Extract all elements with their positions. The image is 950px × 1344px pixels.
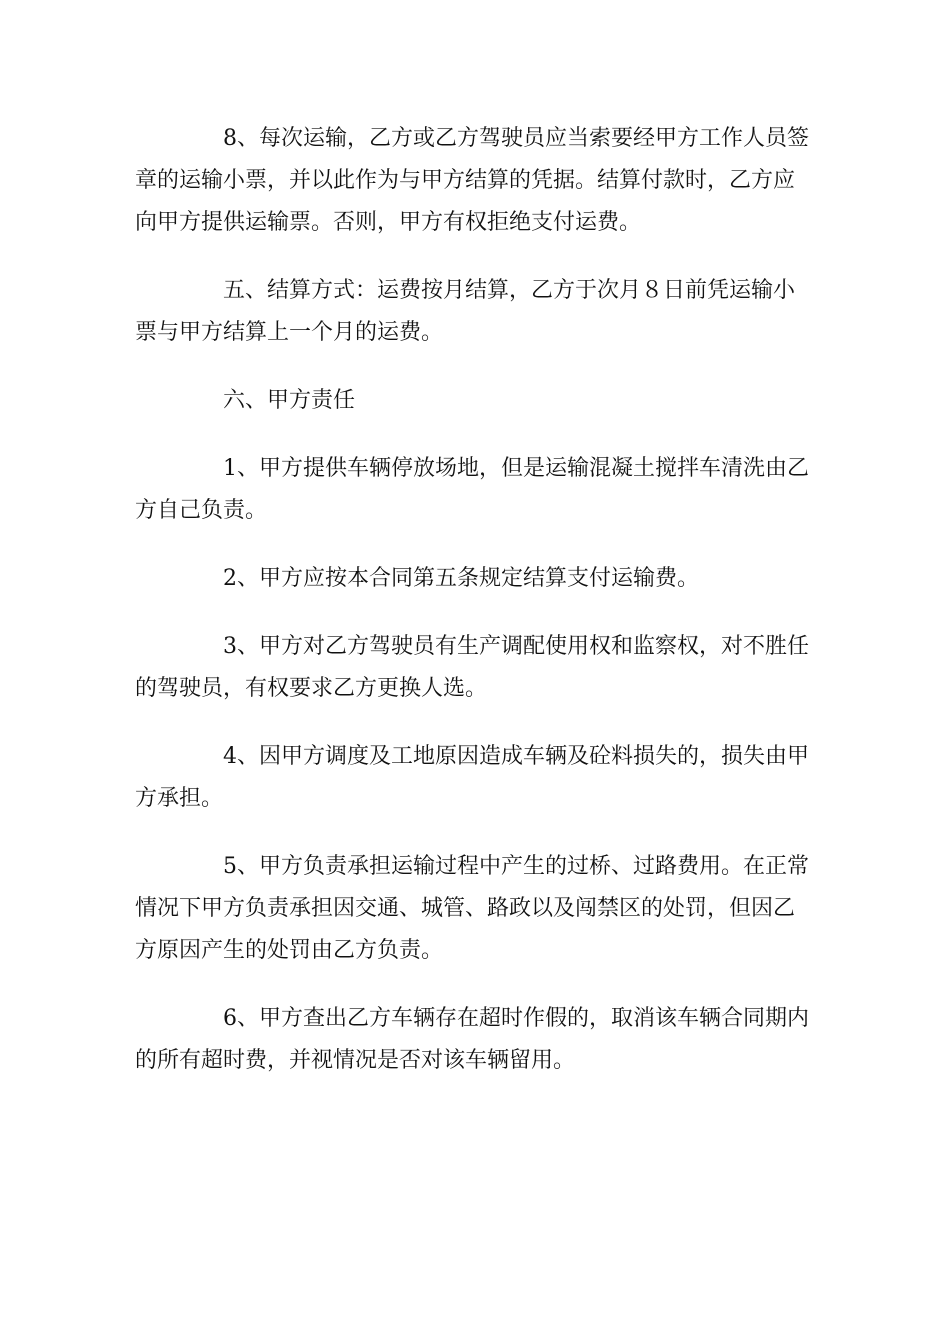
text-line: 向甲方提供运输票。否则，甲方有权拒绝支付运费。	[135, 210, 642, 235]
text-line: 1、甲方提供车辆停放场地，但是运输混凝土搅拌车清洗由乙	[223, 456, 809, 481]
text-line: 方自己负责。	[135, 498, 268, 523]
text-line: 6、甲方查出乙方车辆存在超时作假的，取消该车辆合同期内	[223, 1006, 809, 1031]
text-line: 5、甲方负责承担运输过程中产生的过桥、过路费用。在正常	[223, 854, 809, 879]
paragraph-item-5	[135, 846, 825, 972]
paragraph-gap	[135, 532, 825, 558]
paragraph-gap	[135, 422, 825, 448]
paragraph-item-1	[135, 448, 825, 532]
text-line: 情况下甲方负责承担因交通、城管、路政以及闯禁区的处罚，但因乙	[135, 896, 796, 921]
text-line: 4、因甲方调度及工地原因造成车辆及砼料损失的，损失由甲	[223, 744, 809, 769]
paragraph-gap	[135, 354, 825, 380]
paragraph-clause-8	[135, 118, 825, 244]
paragraph-gap	[135, 972, 825, 998]
paragraph-item-2	[135, 558, 825, 600]
paragraph-item-4	[135, 736, 825, 820]
paragraph-gap	[135, 600, 825, 626]
text-line: 票与甲方结算上一个月的运费。	[135, 320, 444, 345]
text-line: 3、甲方对乙方驾驶员有生产调配使用权和监察权，对不胜任	[223, 634, 809, 659]
section-heading-party-a-responsibilities	[135, 380, 825, 422]
text-line: 方原因产生的处罚由乙方负责。	[135, 938, 444, 963]
text-line: 方承担。	[135, 786, 224, 811]
heading-line: 六、甲方责任	[223, 388, 356, 413]
text-line: 五、结算方式：运费按月结算，乙方于次月８日前凭运输小	[223, 278, 796, 303]
text-line: 2、甲方应按本合同第五条规定结算支付运输费。	[223, 566, 699, 591]
paragraph-item-6	[135, 998, 825, 1082]
paragraph-gap	[135, 244, 825, 270]
text-line: 的所有超时费，并视情况是否对该车辆留用。	[135, 1048, 576, 1073]
paragraph-settlement-method	[135, 270, 825, 354]
document-body	[135, 118, 825, 1082]
paragraph-gap	[135, 820, 825, 846]
text-line: 章的运输小票，并以此作为与甲方结算的凭据。结算付款时，乙方应	[135, 168, 796, 193]
paragraph-item-3	[135, 626, 825, 710]
text-line: 8、每次运输，乙方或乙方驾驶员应当索要经甲方工作人员签	[223, 126, 809, 151]
paragraph-gap	[135, 710, 825, 736]
text-line: 的驾驶员，有权要求乙方更换人选。	[135, 676, 488, 701]
